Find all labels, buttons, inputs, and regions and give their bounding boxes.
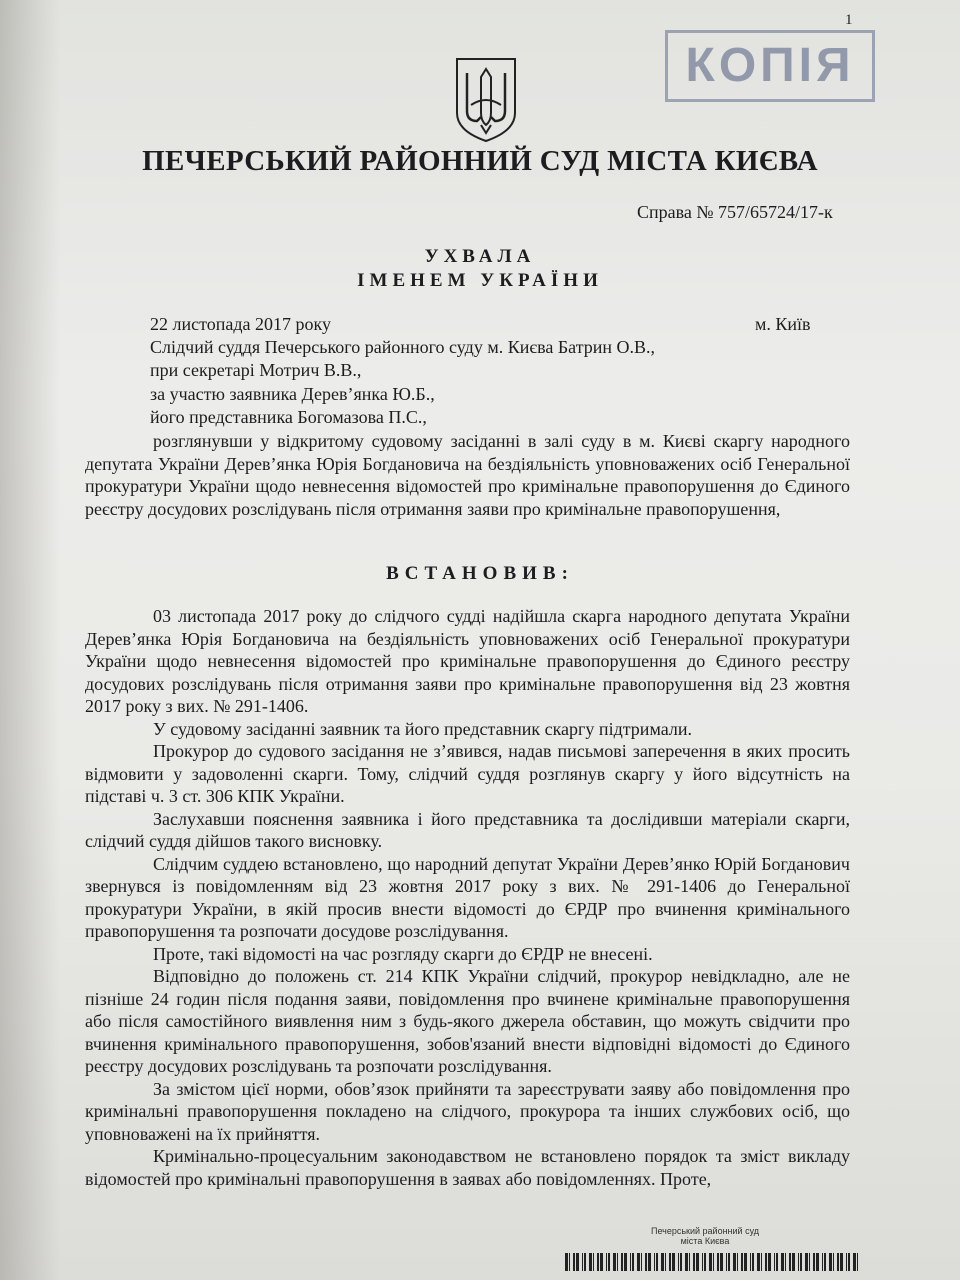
footer-court-label — [620, 1226, 790, 1246]
copy-stamp: КОПІЯ — [665, 30, 875, 102]
paragraph: Прокурор до судового засідання не з’явився, надав письмові заперечення в яких просить відмовити у задоволенні скарги. Тому, слідчий суддя розглянув скаргу у його відсутність на підставі ч. 3 ст. 306 КПК України. — [85, 741, 850, 806]
representative-line: його представника Богомазова П.С., — [150, 407, 427, 427]
ruling-heading: ВСТАНОВИВ: — [386, 563, 574, 584]
paragraph: Заслухавши пояснення заявника і його представника та дослідивши матеріали скарги, слідчий суддя дійшов такого висновку. — [85, 808, 850, 851]
paragraph: За змістом цієї норми, обов’язок прийняти та зареєструвати заяву або повідомлення про кримінальні правопорушення покладено на слідчого, прокурора та інших службових осіб, що уповноважені на їх прийняття. — [85, 1078, 850, 1144]
paragraph: Відповідно до положень ст. 214 КПК України слідчий, прокурор невідкладно, але не пізніше 24 годин після подання заяви, повідомлення про вчинене кримінальне правопорушення або після самостійного виявлення ним з будь-якого джерела обставин, що можуть свідчити про вчинення кримінального правопорушення, зобов'язаний внести відповідні відомості до Єдиного реєстру досудових розслідувань та розпочати розслідування. — [85, 966, 850, 1076]
footer-court-line: міста Києва — [680, 1236, 730, 1246]
considered-text: розглянувши у відкритому судовому засіданні в залі суду в м. Києві скаргу народного депутата України Дерев’янка Юрія Богдановича на бездіяльність уповноважених осіб Генеральної прокуратури України щодо невнесення відомостей про кримінальне правопорушення до Єдиного реєстру досудових розслідувань після отримання заяви про кримінальне правопорушення, — [85, 431, 850, 519]
footer-court-line: Печерський районний суд — [650, 1226, 760, 1236]
judge-line: Слідчий суддя Печерського районного суду м. Києва Батрин О.В., — [150, 337, 656, 357]
paragraph: 03 листопада 2017 року до слідчого судді надійшла скарга народного депутата України Дерев’янка Юрія Богдановича на бездіяльність уповноважених осіб Генеральної прокуратури України щодо невнесення відомостей про кримінальне правопорушення до Єдиного реєстру досудових розслідувань після отримання заяви про кримінальне правопорушення від 23 жовтня 2017 року з вих. № 291-1406. — [85, 606, 850, 716]
ruling-date: 22 листопада 2017 року — [150, 314, 331, 334]
case-number: Справа № 757/65724/17-к — [637, 202, 833, 222]
page-number: 1 — [845, 12, 853, 28]
paragraph: Слідчим суддею встановлено, що народний депутат України Дерев’янко Юрій Богданович звернувся із повідомленням від 23 жовтня 2017 року з вих. № 291-1406 до Генеральної прокуратури України, в якій просив внести відомості до ЄРДР про вчинення кримінального правопорушення та розпочати досудове розслідування. — [85, 853, 850, 941]
considered-paragraph — [85, 430, 850, 520]
paragraph: Кримінально-процесуальним законодавством не встановлено порядок та зміст викладу відомостей про кримінальні правопорушення в заявах або повідомленнях. Проте, — [85, 1146, 850, 1189]
applicant-line: за участю заявника Дерев’янка Ю.Б., — [150, 384, 435, 404]
ruling-body — [85, 605, 850, 1190]
trident-coat-of-arms-icon — [453, 55, 519, 143]
barcode-icon — [565, 1253, 865, 1271]
paragraph: У судовому засіданні заявник та його представник скаргу підтримали. — [153, 718, 692, 739]
secretary-line: при секретарі Мотрич В.В., — [150, 360, 362, 380]
court-name: ПЕЧЕРСЬКИЙ РАЙОННИЙ СУД МІСТА КИЄВА — [142, 145, 818, 177]
ruling-city: м. Київ — [755, 314, 811, 334]
document-subtitle: ІМЕНЕМ УКРАЇНИ — [357, 270, 603, 291]
page-shadow — [0, 0, 60, 1280]
document-type: УХВАЛА — [424, 246, 536, 267]
paragraph: Проте, такі відомості на час розгляду скарги до ЄРДР не внесені. — [153, 943, 653, 964]
